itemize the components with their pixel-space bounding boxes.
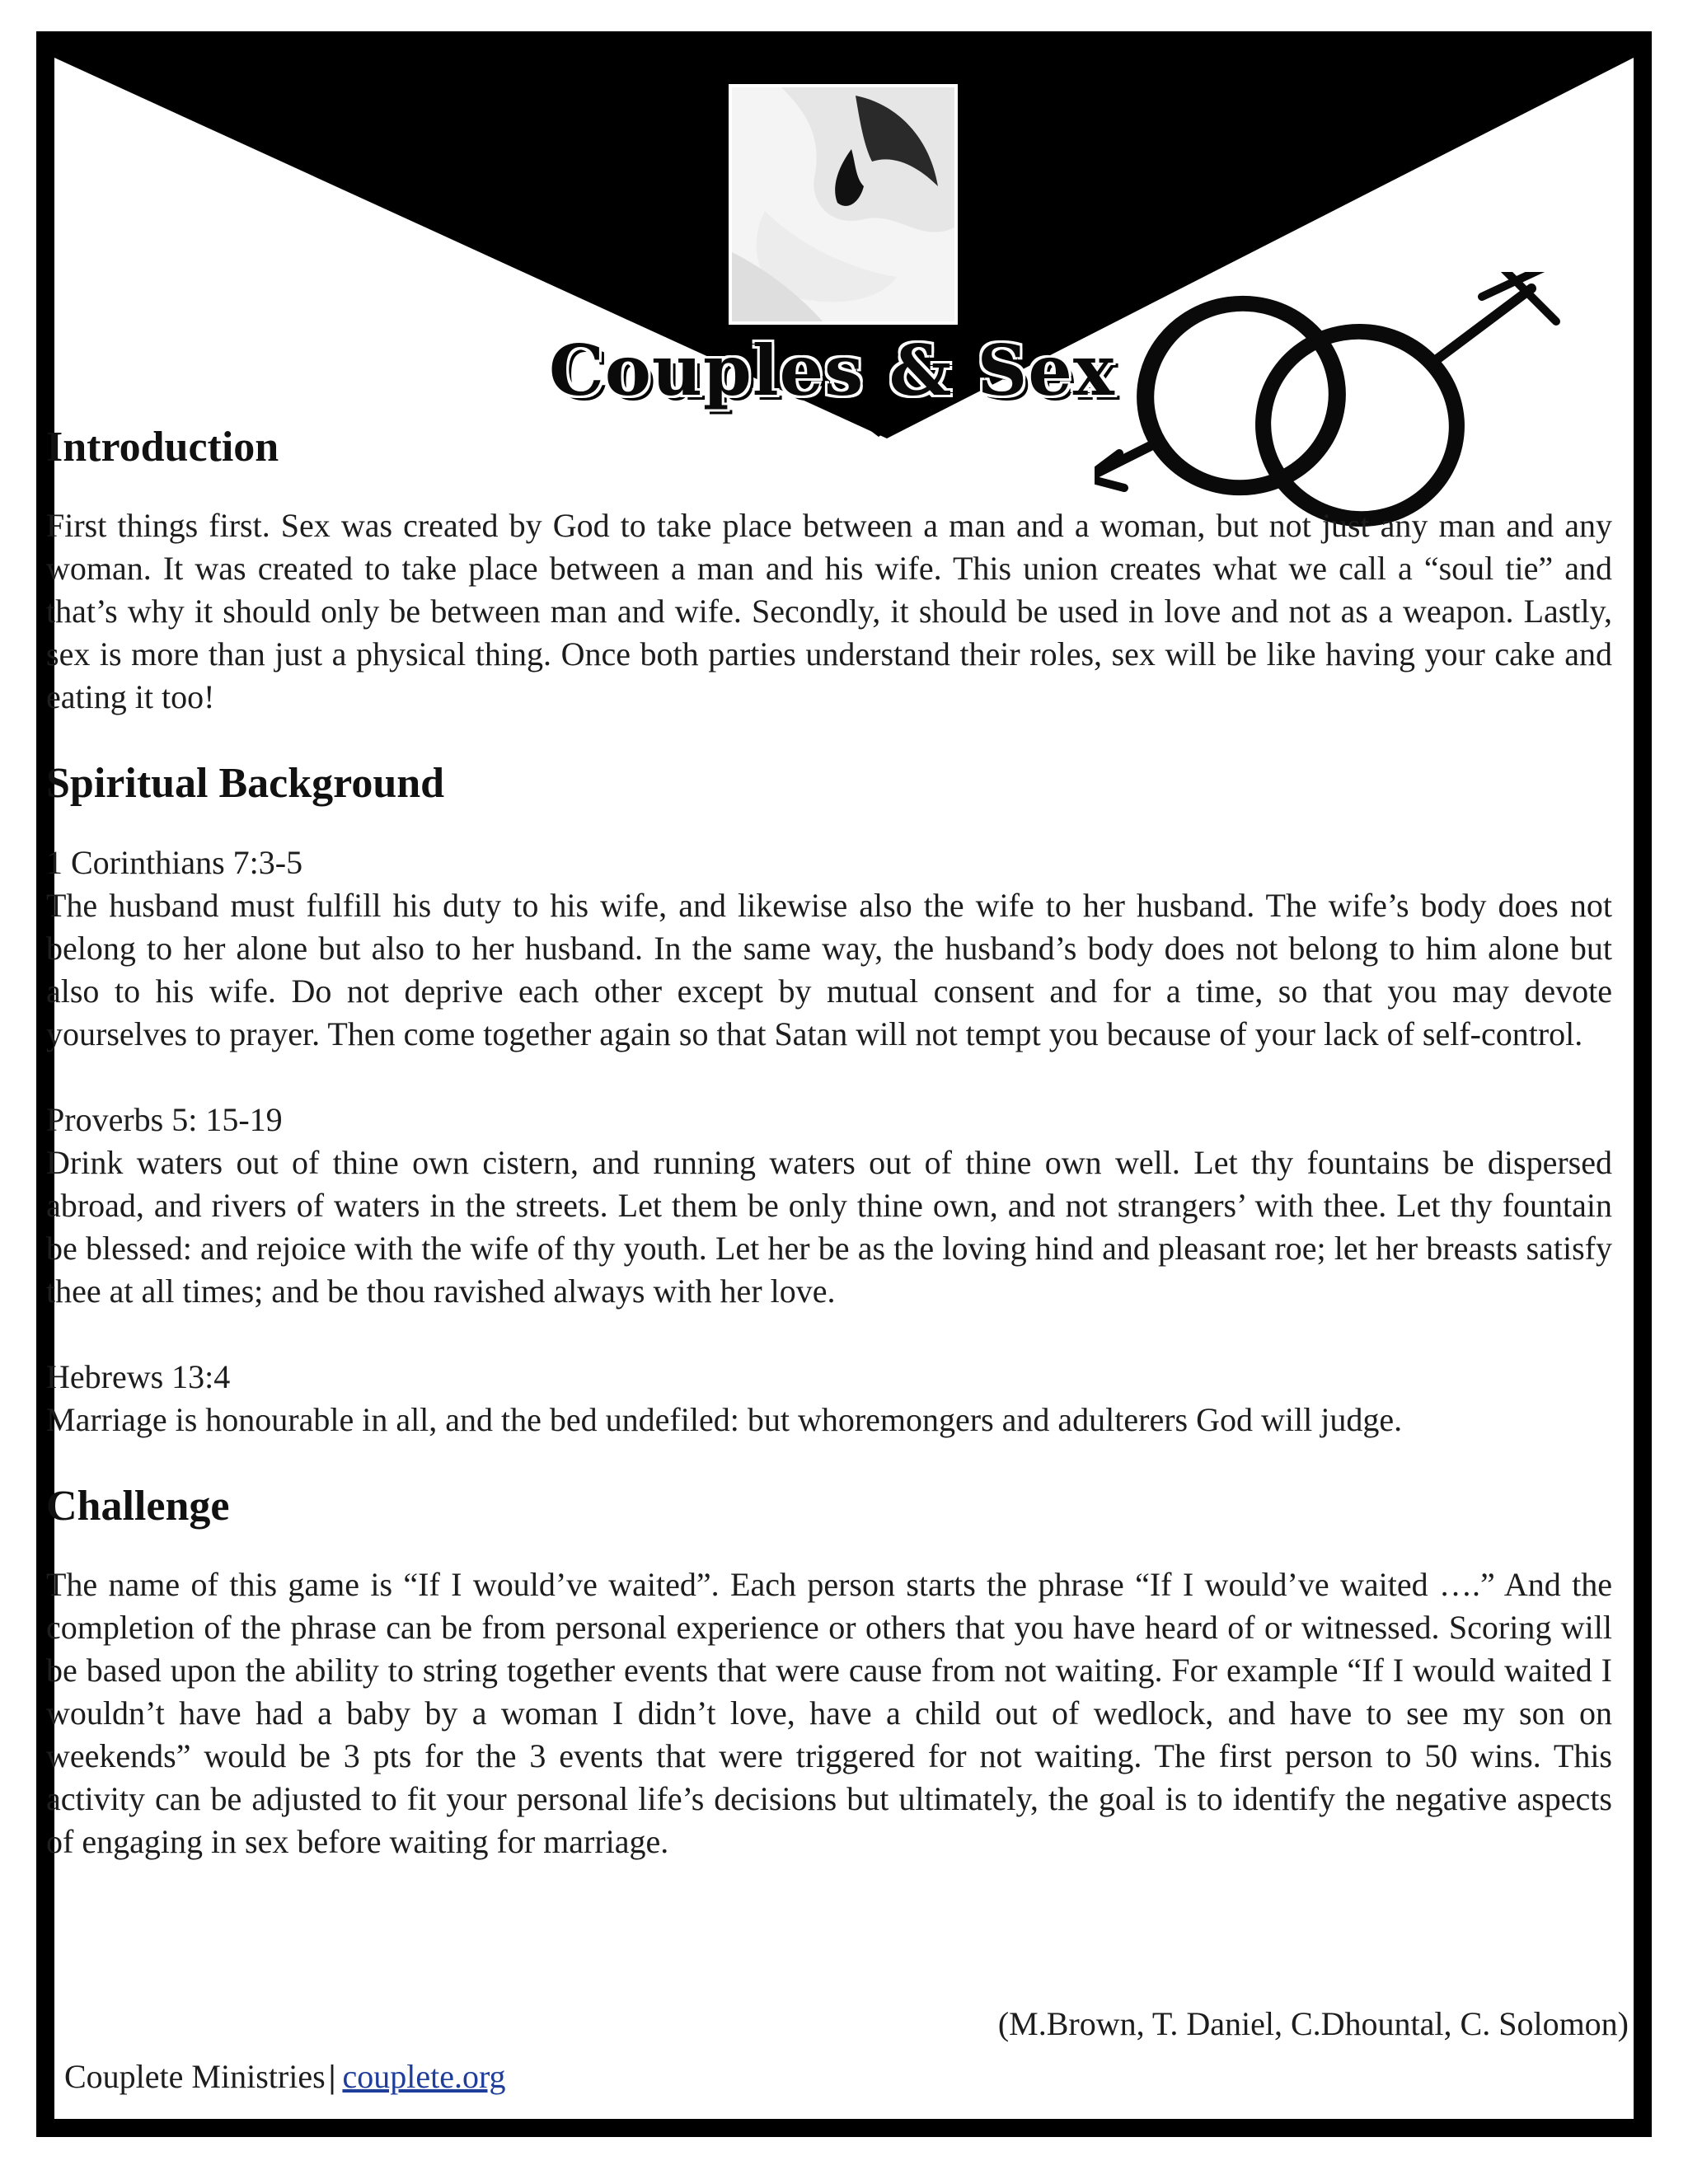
scripture-text: Drink waters out of thine own cistern, and running waters out of thine own well. Let thy fountains be dispersed abroad, and rivers of waters in the streets. Let them be only thine own, and not strangers’ with thee. Let thy fountain be blessed: and rejoice with the wife of thy youth. Let her be as the loving hind and pleasant roe; let her breasts satisfy thee at all times; and be thou ravished always with her love. [46,1143,1612,1310]
footer-separator: | [328,2058,336,2095]
challenge-text: The name of this game is “If I would’ve waited”. Each person starts the phrase “If I would’ve waited ….” And the completion of the phrase can be from personal experience or others that you have heard of or witnessed. Scoring will be based upon the ability to string together events that were cause from not waiting. For example “If I would waited I wouldn’t have had a baby by a woman I didn’t love, have a child out of wedlock, and have to see my son on weekends” would be 3 pts for the 3 events that were triggered for not waiting. The first person to 50 wins. This activity can be adjusted to fit your personal life’s decisions but ultimately, the goal is to identify the negative aspects of engaging in sex before waiting for marriage. [46,1566,1612,1861]
scripture-text: The husband must fulfill his duty to his wife, and likewise also the wife to her husband. The wife’s body does not belong to her alone but also to her husband. In the same way, the husband’s body does not belong to him alone but also to his wife. Do not deprive each other except by mutual consent and for a time, so that you may devote yourselves to prayer. Then come together again so that Satan will not tempt you because of your lack of self-control. [46,886,1612,1052]
spiritual-background-section [46,758,1612,1441]
footer-org-name: Couplete Ministries [64,2058,326,2095]
scripture-reference: Proverbs 5: 15-19 [46,1100,283,1138]
scripture-text: Marriage is honourable in all, and the bed undefiled: but whoremongers and adulterers God will judge. [46,1400,1403,1438]
introduction-section [46,422,1612,719]
scripture-block [46,1099,1612,1313]
couple-embrace-photo [729,84,958,325]
challenge-section [46,1481,1612,1863]
introduction-heading: Introduction [46,424,279,471]
scripture-block [46,841,1612,1056]
document-title: Couples & Sex [549,330,1115,411]
scripture-reference: Hebrews 13:4 [46,1357,231,1395]
scripture-reference: 1 Corinthians 7:3-5 [46,843,303,881]
challenge-heading: Challenge [46,1482,230,1530]
spiritual-background-heading: Spiritual Background [46,760,445,808]
footer-website-link[interactable]: couplete.org [342,2058,506,2095]
footer [64,2057,506,2096]
introduction-text: First things first. Sex was created by God to take place between a man and a woman, but not just any man and any woman. It was created to take place between a man and his wife. This union creates what we call a “soul tie” and that’s why it should only be between man and wife. Secondly, it should be used in love and not as a weapon. Lastly, sex is more than just a physical thing. Once both parties understand their roles, sex will be like having your cake and eating it too! [46,507,1612,716]
scripture-block [46,1356,1612,1441]
document-body [46,422,1612,1903]
authors-credit: (M.Brown, T. Daniel, C.Dhountal, C. Solomon) [997,2005,1629,2042]
